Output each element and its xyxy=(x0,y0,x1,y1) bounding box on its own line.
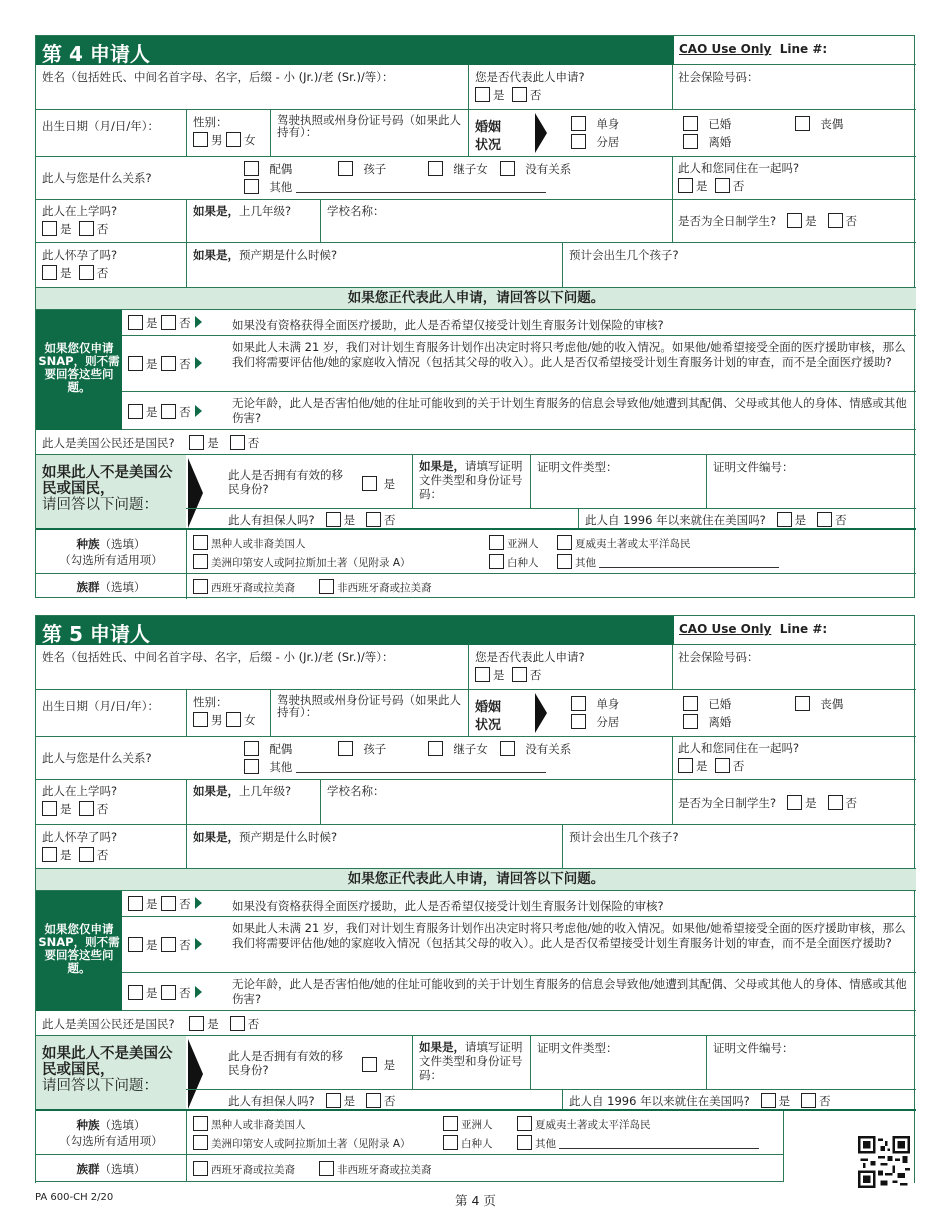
arrow-icon xyxy=(535,693,547,733)
doc-prompt-box: 如果是，请填写证明文件类型和身份证号码： xyxy=(412,455,530,508)
school-label: 此人在上学吗? xyxy=(42,784,118,798)
fps-question-1: 是 否 如果没有资格获得全面医疗援助，此人是否希望仅接受计划生育服务计划保险的审核? xyxy=(122,310,916,336)
dob-row xyxy=(36,690,916,737)
pregnant-no-checkbox[interactable] xyxy=(79,847,94,862)
snap-note: 如果您仅申请SNAP，则不需要回答这些问题。 xyxy=(36,891,122,1011)
cao-use-only: CAO Use Only Line #: xyxy=(674,36,916,65)
pregnant-no-checkbox[interactable] xyxy=(79,265,94,280)
doc-number-label: 证明文件编号： xyxy=(713,460,794,474)
livewith-box: 此人和您同住在一起吗? 是 否 xyxy=(672,737,916,779)
other-relation-checkbox[interactable] xyxy=(244,759,259,774)
livewith-label: 此人和您同住在一起吗? xyxy=(678,161,800,175)
other-relation-line[interactable] xyxy=(296,761,546,773)
fps-question-2: 是 否 如果此人未满 21 岁，我们对计划生育服务计划作出决定时将只考虑他/她的收入情况。如果他/她希望接受全面的医疗援助审核，那么我们将需要评估他/她的家庭收入情况（包括其父母的收入）。此人是否仅希望接受计划生育服务计划的审查，而不是全面医疗援助? xyxy=(122,336,916,392)
name-row xyxy=(36,645,916,690)
sponsor-row: 此人有担保人吗? 是 否 此人自 1996 年以来就住在美国吗? 是 否 xyxy=(186,509,916,530)
unrelated-checkbox[interactable] xyxy=(500,741,515,756)
license-label: 驾驶执照或州身份证号码（如果此人持有）： xyxy=(277,113,461,139)
livewith-no-checkbox[interactable] xyxy=(715,758,730,773)
race-native-checkbox[interactable] xyxy=(193,554,208,569)
page-number: 第 4 页 xyxy=(455,1193,496,1208)
stepchild-checkbox[interactable] xyxy=(428,161,443,176)
citizen-yes-checkbox[interactable] xyxy=(189,1016,204,1031)
school-no-checkbox[interactable] xyxy=(79,801,94,816)
race-other-line[interactable] xyxy=(559,1137,759,1149)
pregnant-row: 此人怀孕了吗? 是 否 如果是，预产期是什么时候? 预计会出生几个孩子? xyxy=(36,243,916,288)
due-date-box[interactable]: 如果是，预产期是什么时候? xyxy=(186,243,562,287)
sponsor-no-checkbox[interactable] xyxy=(366,1093,381,1108)
race-other-checkbox[interactable] xyxy=(517,1135,532,1150)
hispanic-checkbox[interactable] xyxy=(193,1161,208,1176)
nonhispanic-checkbox[interactable] xyxy=(319,1161,334,1176)
marital-box: 婚姻 状况 单身 分居 已婚 离婚 丧偶 xyxy=(468,110,916,156)
license-box[interactable] xyxy=(270,690,468,736)
race-options: 黑种人或非裔美国人 美洲印第安人或阿拉斯加土著（见附录 A） 亚洲人 白种人 夏威夷土著或太平洋岛民 其他 xyxy=(186,530,916,573)
child-checkbox[interactable] xyxy=(338,161,353,176)
cao-use-only: CAO Use Only Line #: xyxy=(674,616,916,645)
fps-question-2: 是 否 如果此人未满 21 岁，我们对计划生育服务计划作出决定时将只考虑他/她的收入情况。如果他/她希望接受全面的医疗援助审核，那么我们将需要评估他/她的家庭收入情况（包括其父母的收入）。此人是否仅希望接受计划生育服务计划的审查，而不是全面医疗援助? xyxy=(122,917,916,973)
marital-label: 婚姻 xyxy=(475,120,502,135)
doc-prompt-box: 如果是，请填写证明文件类型和身份证号码： xyxy=(412,1036,530,1089)
q1-yes-checkbox[interactable] xyxy=(128,315,143,330)
doc-type-label: 证明文件类型： xyxy=(537,460,618,474)
sex-label: 性别： xyxy=(193,115,228,129)
babies-label: 预计会出生几个孩子? xyxy=(569,830,679,844)
apply-box: 您是否代表此人申请? 是 否 xyxy=(468,645,672,689)
arrow-icon xyxy=(535,113,547,153)
dob-label: 出生日期（月/日/年）： xyxy=(42,699,159,713)
citizen-yes-checkbox[interactable] xyxy=(189,435,204,450)
ethnic-label: 族群（选填） xyxy=(76,1162,146,1176)
separated-checkbox[interactable] xyxy=(571,714,586,729)
q1-text: 如果没有资格获得全面医疗援助，此人是否希望仅接受计划生育服务计划保险的审核? xyxy=(232,899,664,913)
race-options: 黑种人或非裔美国人 美洲印第安人或阿拉斯加土著（见附录 A） 亚洲人 白种人 夏威夷土著或太平洋岛民 其他 xyxy=(186,1111,784,1154)
separated-checkbox[interactable] xyxy=(571,134,586,149)
q3-text: 无论年龄，此人是否害怕他/她的住址可能收到的关于计划生育服务的信息会导致他/她遭到其配偶、父母或其他人的身体、情感或其他伤害? xyxy=(232,396,907,425)
fulltime-box: 是否为全日制学生? 是 否 xyxy=(672,200,916,242)
fulltime-box: 是否为全日制学生? 是 否 xyxy=(672,780,916,824)
race-other-line[interactable] xyxy=(599,556,779,568)
divorced-checkbox[interactable] xyxy=(683,714,698,729)
livewith-label: 此人和您同住在一起吗? xyxy=(678,741,800,755)
noncitizen-note: 如果此人不是美国公民或国民， 请回答以下问题： xyxy=(36,455,186,530)
race-native-checkbox[interactable] xyxy=(193,1135,208,1150)
qr-code-icon xyxy=(858,1136,910,1188)
race-hawaiian-checkbox[interactable] xyxy=(557,535,572,550)
immig-label: 此人是否拥有有效的移民身份? xyxy=(228,1049,343,1077)
school-yes-checkbox[interactable] xyxy=(42,801,57,816)
relation-row: 此人与您是什么关系? 配偶 孩子 继子女 没有关系 其他 此人和您同住在一起吗? 是 否 xyxy=(36,737,916,780)
immigration-row: 此人是否拥有有效的移民身份? 是 如果是，请填写证明文件类型和身份证号码： 证明文件类型： 证明文件编号： xyxy=(186,455,916,509)
ethnic-row xyxy=(36,574,916,599)
apply-box: 您是否代表此人申请? 是 否 xyxy=(468,65,672,109)
widowed-checkbox[interactable] xyxy=(795,696,810,711)
since1996-box: 此人自 1996 年以来就住在美国吗? 是 否 xyxy=(562,1090,916,1109)
arrow-icon xyxy=(195,405,202,417)
name-row xyxy=(36,65,916,110)
race-white-checkbox[interactable] xyxy=(489,554,504,569)
immig-yes-checkbox[interactable] xyxy=(362,476,377,491)
married-checkbox[interactable] xyxy=(683,116,698,131)
ethnic-row xyxy=(36,1155,784,1182)
arrow-icon xyxy=(195,897,202,909)
marital-label-2: 状况 xyxy=(475,718,502,733)
marital-box: 婚姻 状况 单身 分居 已婚 离婚 丧偶 xyxy=(468,690,916,736)
q2-yes-checkbox[interactable] xyxy=(128,356,143,371)
applicant-5-title: 第 5 申请人 xyxy=(36,616,674,645)
race-label-box: 种族（选填） （勾选所有适用项） xyxy=(59,1118,163,1148)
fps-question-3: 是 否 无论年龄，此人是否害怕他/她的住址可能收到的关于计划生育服务的信息会导致他/她遭到其配偶、父母或其他人的身体、情感或其他伤害? xyxy=(122,392,916,430)
license-box[interactable] xyxy=(270,110,468,156)
married-checkbox[interactable] xyxy=(683,696,698,711)
q3-no-checkbox[interactable] xyxy=(161,985,176,1000)
male-checkbox[interactable] xyxy=(193,132,208,147)
apply-yes-checkbox[interactable] xyxy=(475,87,490,102)
relation-label: 此人与您是什么关系? xyxy=(42,751,152,765)
unrelated-checkbox[interactable] xyxy=(500,161,515,176)
race-hawaiian-checkbox[interactable] xyxy=(517,1116,532,1131)
doc-type-box[interactable] xyxy=(530,455,706,508)
sponsor-yes-checkbox[interactable] xyxy=(326,512,341,527)
q3-yes-checkbox[interactable] xyxy=(128,985,143,1000)
q2-text: 如果此人未满 21 岁，我们对计划生育服务计划作出决定时将只考虑他/她的收入情况。如果他/她希望接受全面的医疗援助审核，那么我们将需要评估他/她的家庭收入情况（包括其父母的收入）。此人是否仅希望接受计划生育服务计划的审查，而不是全面医疗援助? xyxy=(232,340,906,369)
school-name-label: 学校名称： xyxy=(327,204,385,218)
single-checkbox[interactable] xyxy=(571,116,586,131)
sex-label: 性别： xyxy=(193,695,228,709)
citizen-no-checkbox[interactable] xyxy=(230,435,245,450)
dob-row xyxy=(36,110,916,157)
babies-label: 预计会出生几个孩子? xyxy=(569,248,679,262)
spouse-checkbox[interactable] xyxy=(244,161,259,176)
pregnant-yes-checkbox[interactable] xyxy=(42,847,57,862)
license-label: 驾驶执照或州身份证号码（如果此人持有）： xyxy=(277,693,461,719)
divorced-checkbox[interactable] xyxy=(683,134,698,149)
race-other-checkbox[interactable] xyxy=(557,554,572,569)
arrow-icon xyxy=(195,986,202,998)
race-black-checkbox[interactable] xyxy=(193,535,208,550)
race-black-checkbox[interactable] xyxy=(193,1116,208,1131)
ssn-label: 社会保险号码： xyxy=(678,650,759,664)
school-no-checkbox[interactable] xyxy=(79,221,94,236)
doc-number-box[interactable] xyxy=(706,1036,916,1089)
q1-text: 如果没有资格获得全面医疗援助，此人是否希望仅接受计划生育服务计划保险的审核? xyxy=(232,318,664,332)
apply-label: 您是否代表此人申请? xyxy=(475,650,585,664)
female-checkbox[interactable] xyxy=(226,712,241,727)
babies-box[interactable] xyxy=(562,825,916,868)
since1996-no-checkbox[interactable] xyxy=(801,1093,816,1108)
race-asian-checkbox[interactable] xyxy=(489,535,504,550)
noncitizen-note: 如果此人不是美国公民或国民， 请回答以下问题： xyxy=(36,1036,186,1111)
applicant-4-section xyxy=(35,35,915,598)
school-row: 此人在上学吗? 是 否 如果是，上几年级? 学校名称： 是否为全日制学生? 是 否 xyxy=(36,200,916,243)
fps-question-3: 是 否 无论年龄，此人是否害怕他/她的住址可能收到的关于计划生育服务的信息会导致他/她遭到其配偶、父母或其他人的身体、情感或其他伤害? xyxy=(122,973,916,1011)
single-checkbox[interactable] xyxy=(571,696,586,711)
fulltime-no-checkbox[interactable] xyxy=(828,213,843,228)
q2-yes-checkbox[interactable] xyxy=(128,937,143,952)
arrow-icon xyxy=(195,316,202,328)
male-checkbox[interactable] xyxy=(193,712,208,727)
school-name-box[interactable] xyxy=(320,780,672,824)
dob-label: 出生日期（月/日/年）： xyxy=(42,119,159,133)
sponsor-row: 此人有担保人吗? 是 否 此人自 1996 年以来就住在美国吗? 是 否 xyxy=(186,1090,916,1111)
widowed-checkbox[interactable] xyxy=(795,116,810,131)
q1-yes-checkbox[interactable] xyxy=(128,896,143,911)
q2-text: 如果此人未满 21 岁，我们对计划生育服务计划作出决定时将只考虑他/她的收入情况。如果他/她希望接受全面的医疗援助审核，那么我们将需要评估他/她的家庭收入情况（包括其父母的收入）。此人是否仅希望接受计划生育服务计划的审查，而不是全面医疗援助? xyxy=(232,921,906,950)
since1996-no-checkbox[interactable] xyxy=(817,512,832,527)
q2-no-checkbox[interactable] xyxy=(161,356,176,371)
apply-label: 您是否代表此人申请? xyxy=(475,70,585,84)
other-relation-checkbox[interactable] xyxy=(244,179,259,194)
ssn-box[interactable] xyxy=(672,645,916,689)
apply-no-checkbox[interactable] xyxy=(512,87,527,102)
doc-type-box[interactable] xyxy=(530,1036,706,1089)
arrow-icon xyxy=(195,357,202,369)
snap-note: 如果您仅申请SNAP，则不需要回答这些问题。 xyxy=(36,310,122,430)
school-label: 此人在上学吗? xyxy=(42,204,118,218)
ethnic-options: 西班牙裔或拉美裔 非西班牙裔或拉美裔 xyxy=(186,1155,784,1181)
ssn-label: 社会保险号码： xyxy=(678,70,759,84)
pregnant-row: 此人怀孕了吗? 是 否 如果是，预产期是什么时候? 预计会出生几个孩子? xyxy=(36,825,916,869)
fulltime-yes-checkbox[interactable] xyxy=(787,795,802,810)
marital-label-2: 状况 xyxy=(475,138,502,153)
grade-box[interactable]: 如果是，上几年级? xyxy=(186,200,320,242)
stepchild-checkbox[interactable] xyxy=(428,741,443,756)
school-name-box[interactable] xyxy=(320,200,672,242)
q1-no-checkbox[interactable] xyxy=(161,315,176,330)
since1996-yes-checkbox[interactable] xyxy=(777,512,792,527)
pregnant-label: 此人怀孕了吗? xyxy=(42,248,118,262)
fps-question-1: 是 否 如果没有资格获得全面医疗援助，此人是否希望仅接受计划生育服务计划保险的审核? xyxy=(122,891,916,917)
spouse-checkbox[interactable] xyxy=(244,741,259,756)
race-white-checkbox[interactable] xyxy=(443,1135,458,1150)
arrow-icon xyxy=(195,938,202,950)
q3-text: 无论年龄，此人是否害怕他/她的住址可能收到的关于计划生育服务的信息会导致他/她遭到其配偶、父母或其他人的身体、情感或其他伤害? xyxy=(232,977,907,1006)
child-checkbox[interactable] xyxy=(338,741,353,756)
sponsor-no-checkbox[interactable] xyxy=(366,512,381,527)
race-label-box: 种族（选填） （勾选所有适用项） xyxy=(36,530,186,573)
sex-box: 性别： 男 女 xyxy=(186,690,270,736)
female-checkbox[interactable] xyxy=(226,132,241,147)
ssn-box[interactable] xyxy=(672,65,916,109)
name-label: 姓名（包括姓氏、中间名首字母、名字，后缀 - 小 (Jr.)/老 (Sr.)/等）： xyxy=(42,650,394,664)
immig-yes-checkbox[interactable] xyxy=(362,1057,377,1072)
represent-band: 如果您正代表此人申请，请回答以下问题。 xyxy=(36,869,916,891)
q3-no-checkbox[interactable] xyxy=(161,404,176,419)
ethnic-options: 西班牙裔或拉美裔 非西班牙裔或拉美裔 xyxy=(186,574,916,599)
doc-number-label: 证明文件编号： xyxy=(713,1041,794,1055)
ethnic-label: 族群（选填） xyxy=(76,580,146,594)
citizen-no-checkbox[interactable] xyxy=(230,1016,245,1031)
nonhispanic-checkbox[interactable] xyxy=(319,579,334,594)
fulltime-yes-checkbox[interactable] xyxy=(787,213,802,228)
livewith-no-checkbox[interactable] xyxy=(715,178,730,193)
apply-no-checkbox[interactable] xyxy=(512,667,527,682)
since1996-box: 此人自 1996 年以来就住在美国吗? 是 否 xyxy=(578,509,916,528)
sponsor-yes-checkbox[interactable] xyxy=(326,1093,341,1108)
race-asian-checkbox[interactable] xyxy=(443,1116,458,1131)
sex-box: 性别： 男 女 xyxy=(186,110,270,156)
applicant-5-section xyxy=(35,615,915,1183)
school-row: 此人在上学吗? 是 否 如果是，上几年级? 学校名称： 是否为全日制学生? 是 否 xyxy=(36,780,916,825)
race-row xyxy=(36,530,916,574)
fulltime-no-checkbox[interactable] xyxy=(828,795,843,810)
represent-band: 如果您正代表此人申请，请回答以下问题。 xyxy=(36,288,916,310)
q2-no-checkbox[interactable] xyxy=(161,937,176,952)
name-label: 姓名（包括姓氏、中间名首字母、名字，后缀 - 小 (Jr.)/老 (Sr.)/等）： xyxy=(42,70,394,84)
babies-box[interactable] xyxy=(562,243,916,287)
citizen-row: 此人是美国公民还是国民? 是 否 xyxy=(36,1011,916,1036)
relation-row: 此人与您是什么关系? 配偶 孩子 继子女 没有关系 其他 此人和您同住在一起吗? 是 否 xyxy=(36,157,916,200)
pregnant-label: 此人怀孕了吗? xyxy=(42,830,118,844)
apply-yes-checkbox[interactable] xyxy=(475,667,490,682)
q3-yes-checkbox[interactable] xyxy=(128,404,143,419)
other-relation-line[interactable] xyxy=(296,181,546,193)
livewith-yes-checkbox[interactable] xyxy=(678,758,693,773)
livewith-box: 此人和您同住在一起吗? 是 否 xyxy=(672,157,916,199)
doc-type-label: 证明文件类型： xyxy=(537,1041,618,1055)
form-id: PA 600-CH 2/20 xyxy=(35,1192,114,1203)
race-row xyxy=(36,1111,784,1155)
q1-no-checkbox[interactable] xyxy=(161,896,176,911)
pregnant-yes-checkbox[interactable] xyxy=(42,265,57,280)
citizen-row: 此人是美国公民还是国民? 是 否 xyxy=(36,430,916,455)
hispanic-checkbox[interactable] xyxy=(193,579,208,594)
grade-box[interactable]: 如果是，上几年级? xyxy=(186,780,320,824)
applicant-4-title: 第 4 申请人 xyxy=(36,36,674,65)
relation-label: 此人与您是什么关系? xyxy=(42,171,152,185)
since1996-yes-checkbox[interactable] xyxy=(761,1093,776,1108)
livewith-yes-checkbox[interactable] xyxy=(678,178,693,193)
due-date-box[interactable]: 如果是，预产期是什么时候? xyxy=(186,825,562,868)
school-name-label: 学校名称： xyxy=(327,784,385,798)
marital-label: 婚姻 xyxy=(475,700,502,715)
school-yes-checkbox[interactable] xyxy=(42,221,57,236)
immig-label: 此人是否拥有有效的移民身份? xyxy=(228,468,343,496)
immigration-row: 此人是否拥有有效的移民身份? 是 如果是，请填写证明文件类型和身份证号码： 证明文件类型： 证明文件编号： xyxy=(186,1036,916,1090)
doc-number-box[interactable] xyxy=(706,455,916,508)
